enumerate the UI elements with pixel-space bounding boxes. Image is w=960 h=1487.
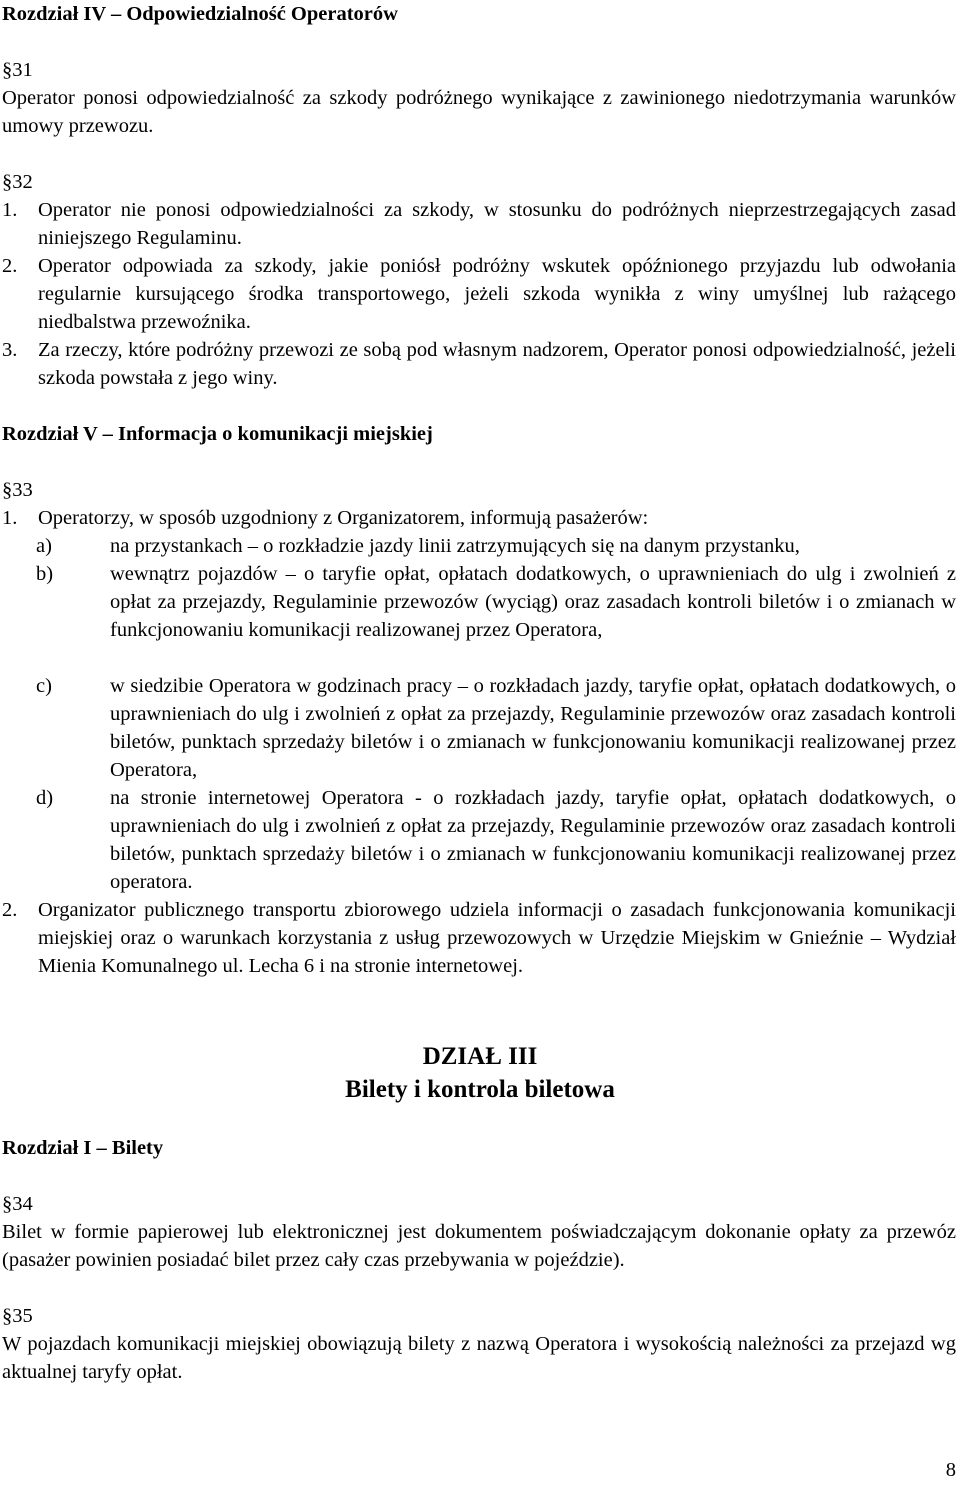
subitem-text: w siedzibie Operatora w godzinach pracy – o rozkładach jazdy, taryfie opłat, opłatach dodatkowych, o uprawnieniach do ulg i zwolnień z opłat za przejazdy, Regulaminie przewozów oraz zasadach kontroli biletów, punktach sprzedaży biletów i o zmianach w funkcjonowaniu komunikacji realizowanej przez Operatora, [110,675,956,781]
item-text: Operator odpowiada za szkody, jakie poniósł podróżny wskutek opóźnionego przyjazdu lub odwołania regularnie kursującego środka transportowego, jeżeli szkoda wynikła z winy umyślnej lub rażącego niedbalstwa przewoźnika. [38,255,956,333]
section-35-text: W pojazdach komunikacji miejskiej obowiązują bilety z nazwą Operatora i wysokością należności za przejazd wg aktualnej taryfy opłat. [2,1333,956,1383]
section-35-number: §35 [2,1305,33,1327]
subitem-letter: c) [36,675,52,697]
item-number: 1. [2,507,18,529]
part-3-subtitle: Bilety i kontrola biletowa [345,1076,615,1103]
subitem-text: na stronie internetowej Operatora - o rozkładach jazdy, taryfie opłat, opłatach dodatkowych, o uprawnieniach do ulg i zwolnień z opłat za przejazdy, Regulaminie przewozów oraz zasadach kontroli biletów, punktach sprzedaży biletów i o zmianach w funkcjonowaniu komunikacji realizowanej przez operatora. [110,787,956,893]
page-number: 8 [945,1459,956,1481]
item-number: 3. [2,339,18,361]
item-number: 2. [2,899,18,921]
section-33-number: §33 [2,479,33,501]
section-31-number: §31 [2,59,33,81]
chapter-4-heading: Rozdział IV – Odpowiedzialność Operatorów [2,3,398,25]
subitem-text: wewnątrz pojazdów – o taryfie opłat, opłatach dodatkowych, o uprawnieniach do ulg i zwolnień z opłat za przejazdy, Regulaminie przewozów (wyciąg) oraz zasadach kontroli biletów i o zmianach w funkcjonowaniu komunikacji realizowanej przez Operatora, [110,563,956,641]
section-33-subitem-b [36,560,956,644]
section-32-item-3 [2,336,956,392]
section-31-text: Operator ponosi odpowiedzialność za szkody podróżnego wynikające z zawinionego niedotrzymania warunków umowy przewozu. [2,87,956,137]
subitem-letter: a) [36,535,52,557]
chapter-5-heading: Rozdział V – Informacja o komunikacji miejskiej [2,423,433,445]
item-number: 2. [2,255,18,277]
section-33-item-2 [2,896,956,980]
subitem-letter: d) [36,787,54,809]
section-32-item-1 [2,196,956,252]
section-34-text: Bilet w formie papierowej lub elektronicznej jest dokumentem poświadczającym dokonanie opłaty za przewóz (pasażer powinien posiadać bilet przez cały czas przebywania w pojeździe). [2,1221,956,1271]
section-33-subitem-d [36,784,956,896]
section-32-number: §32 [2,171,33,193]
item-number: 1. [2,199,18,221]
item-text: Operatorzy, w sposób uzgodniony z Organizatorem, informują pasażerów: [38,507,649,529]
item-text: Operator nie ponosi odpowiedzialności za szkody, w stosunku do podróżnych nieprzestrzegających zasad niniejszego Regulaminu. [38,199,956,249]
section-32-item-2 [2,252,956,336]
part-3-title: DZIAŁ III [422,1043,538,1070]
section-33-subitem-a [36,532,956,560]
item-text: Za rzeczy, które podróżny przewozi ze sobą pod własnym nadzorem, Operator ponosi odpowiedzialność, jeżeli szkoda powstała z jego winy. [38,339,956,389]
chapter-1-heading: Rozdział I – Bilety [2,1137,164,1159]
section-34-number: §34 [2,1193,33,1215]
section-33-subitem-c [36,672,956,784]
subitem-letter: b) [36,563,54,585]
subitem-text: na przystankach – o rozkładzie jazdy linii zatrzymujących się na danym przystanku, [110,535,800,557]
item-text: Organizator publicznego transportu zbiorowego udziela informacji o zasadach funkcjonowania komunikacji miejskiej oraz o warunkach korzystania z usług przewozowych w Urzędzie Miejskim w Gnieźnie – Wydział Mienia Komunalnego ul. Lecha 6 i na stronie internetowej. [38,899,956,977]
section-33-item-1 [2,504,956,532]
